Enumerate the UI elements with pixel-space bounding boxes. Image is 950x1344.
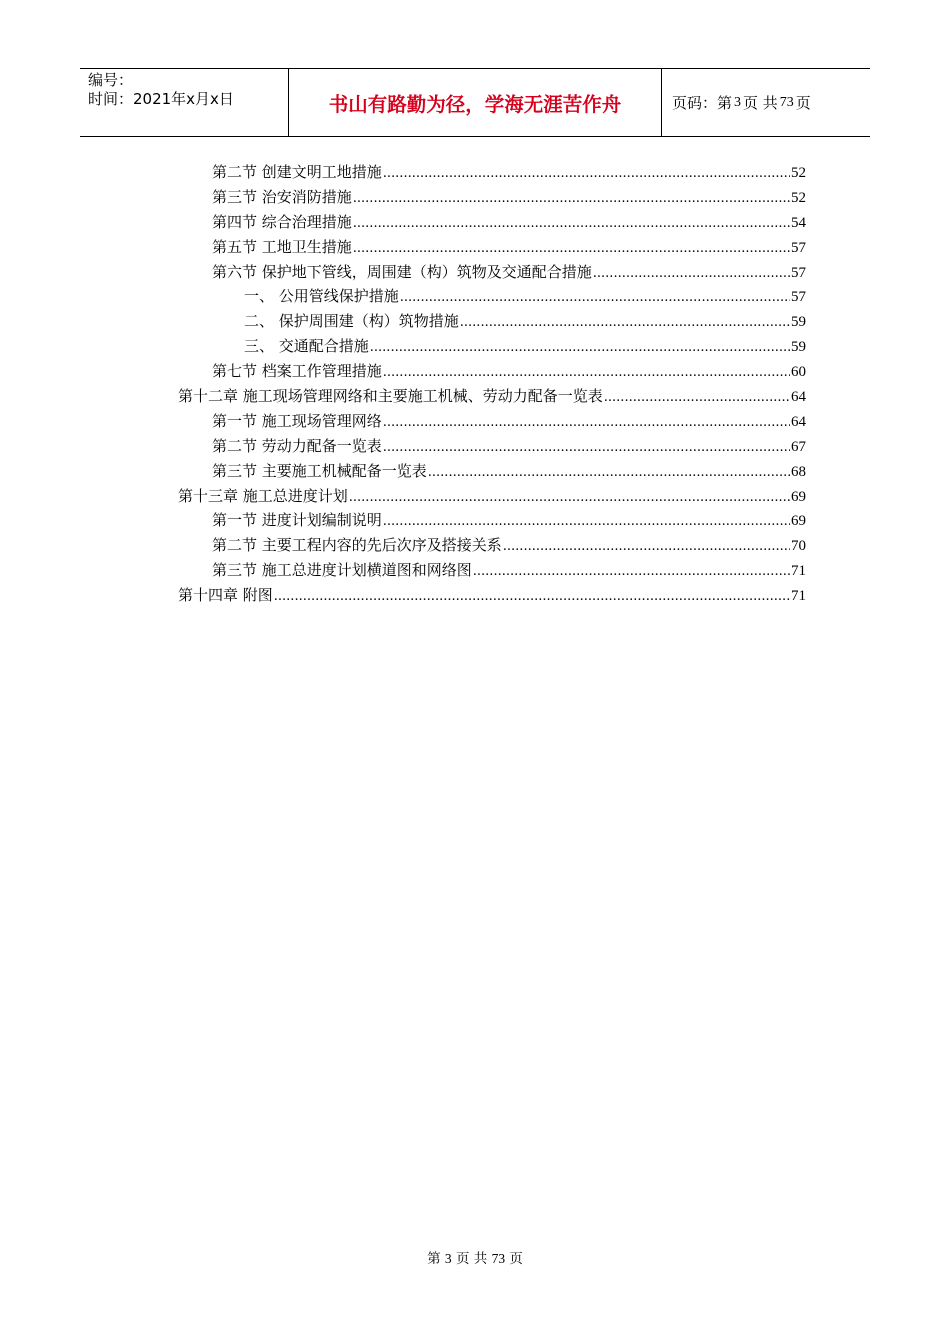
header-page-mid: 页 共	[743, 94, 778, 112]
toc-entry-page: 59	[791, 314, 806, 331]
toc-entry-page: 71	[791, 588, 806, 605]
toc-entry-title: 第十三章 施工总进度计划	[178, 486, 348, 505]
toc-entry-title: 第三节 施工总进度计划横道图和网络图	[212, 561, 472, 580]
toc-dot-leader	[353, 237, 790, 262]
toc-entry[interactable]	[178, 359, 806, 384]
toc-entry[interactable]	[178, 384, 806, 409]
toc-entry-page: 52	[791, 189, 806, 206]
toc-entry-title: 第七节 档案工作管理措施	[212, 362, 382, 381]
toc-entry[interactable]	[178, 558, 806, 583]
toc-entry-page: 54	[791, 214, 806, 231]
toc-entry-page: 57	[791, 264, 806, 281]
toc-entry[interactable]	[178, 160, 806, 185]
toc-entry[interactable]	[178, 260, 806, 285]
toc-entry-title: 第二节 创建文明工地措施	[212, 163, 382, 181]
toc-entry-page: 68	[791, 463, 806, 480]
toc-entry-title: 三、 交通配合措施	[244, 337, 369, 356]
toc-dot-leader	[400, 286, 790, 311]
toc-entry-page: 60	[791, 364, 806, 381]
toc-dot-leader	[473, 560, 790, 585]
toc-dot-leader	[604, 386, 790, 411]
toc-entry[interactable]	[178, 533, 806, 558]
toc-entry[interactable]	[178, 434, 806, 459]
header-meta	[80, 69, 289, 136]
footer-suffix: 页	[509, 1251, 523, 1267]
toc-entry[interactable]	[178, 508, 806, 533]
toc-entry[interactable]	[178, 185, 806, 210]
toc-entry-page: 59	[791, 339, 806, 356]
toc-entry-title: 第二节 劳动力配备一览表	[212, 436, 382, 455]
toc-entry-page: 69	[791, 488, 806, 505]
toc-entry-title: 第一节 施工现场管理网络	[212, 411, 382, 430]
toc-entry[interactable]	[178, 334, 806, 359]
toc-entry-page: 52	[791, 165, 806, 181]
document-number-label: 编号：	[88, 71, 134, 89]
toc-entry-title: 第三节 主要施工机械配备一览表	[212, 461, 427, 480]
toc-dot-leader	[428, 461, 790, 486]
toc-entry-title: 第五节 工地卫生措施	[212, 237, 352, 256]
toc-entry-page: 71	[791, 563, 806, 580]
toc-entry-page: 69	[791, 513, 806, 530]
toc-entry-page: 70	[791, 538, 806, 555]
toc-entry-title: 第十四章 附图	[178, 586, 273, 605]
toc-entry-title: 二、 保护周围建（构）筑物措施	[244, 312, 459, 331]
toc-dot-leader	[383, 162, 790, 187]
toc-dot-leader	[503, 535, 790, 560]
toc-entry[interactable]	[178, 284, 806, 309]
toc-entry[interactable]	[178, 409, 806, 434]
toc-entry[interactable]	[178, 210, 806, 235]
toc-entry-title: 第三节 治安消防措施	[212, 187, 352, 206]
toc-dot-leader	[593, 262, 790, 287]
toc-entry-page: 57	[791, 239, 806, 256]
toc-entry-page: 64	[791, 389, 806, 406]
header-page-suffix: 页	[795, 94, 811, 112]
page-header	[80, 68, 870, 137]
toc-dot-leader	[274, 585, 790, 610]
toc-entry-title: 第十二章 施工现场管理网络和主要施工机械、劳动力配备一览表	[178, 387, 603, 406]
toc-entry[interactable]	[178, 309, 806, 334]
header-page-prefix: 页码：第	[672, 94, 733, 112]
header-page-current: 3	[734, 94, 742, 110]
header-page-info	[662, 69, 870, 136]
toc-entry-title: 第一节 进度计划编制说明	[212, 511, 382, 530]
toc-dot-leader	[370, 336, 790, 361]
toc-dot-leader	[460, 311, 790, 336]
header-slogan: 书山有路勤为径，学海无涯苦作舟	[289, 69, 662, 136]
toc-dot-leader	[383, 411, 790, 436]
table-of-contents	[178, 160, 806, 608]
footer-page-total: 73	[491, 1251, 506, 1266]
toc-entry-title: 第四节 综合治理措施	[212, 212, 352, 231]
toc-dot-leader	[353, 187, 790, 212]
header-page-total: 73	[779, 94, 794, 110]
toc-dot-leader	[383, 510, 790, 535]
toc-entry-title: 第六节 保护地下管线，周围建（构）筑物及交通配合措施	[212, 262, 592, 281]
toc-entry[interactable]	[178, 235, 806, 260]
toc-entry-page: 67	[791, 438, 806, 455]
toc-dot-leader	[349, 486, 790, 511]
toc-entry[interactable]	[178, 583, 806, 608]
footer-page-current: 3	[444, 1251, 452, 1266]
document-time-label: 时间：2021年x月x日	[88, 90, 234, 108]
footer-mid: 页 共	[455, 1251, 488, 1267]
footer-prefix: 第	[427, 1251, 441, 1267]
toc-dot-leader	[383, 361, 790, 386]
toc-entry-page: 57	[791, 289, 806, 306]
page-footer	[0, 1247, 950, 1267]
toc-dot-leader	[383, 436, 790, 461]
toc-entry-page: 64	[791, 413, 806, 430]
toc-entry-title: 第二节 主要工程内容的先后次序及搭接关系	[212, 536, 502, 555]
toc-entry-title: 一、 公用管线保护措施	[244, 287, 399, 306]
toc-entry[interactable]	[178, 484, 806, 509]
toc-dot-leader	[353, 212, 790, 237]
toc-entry[interactable]	[178, 459, 806, 484]
